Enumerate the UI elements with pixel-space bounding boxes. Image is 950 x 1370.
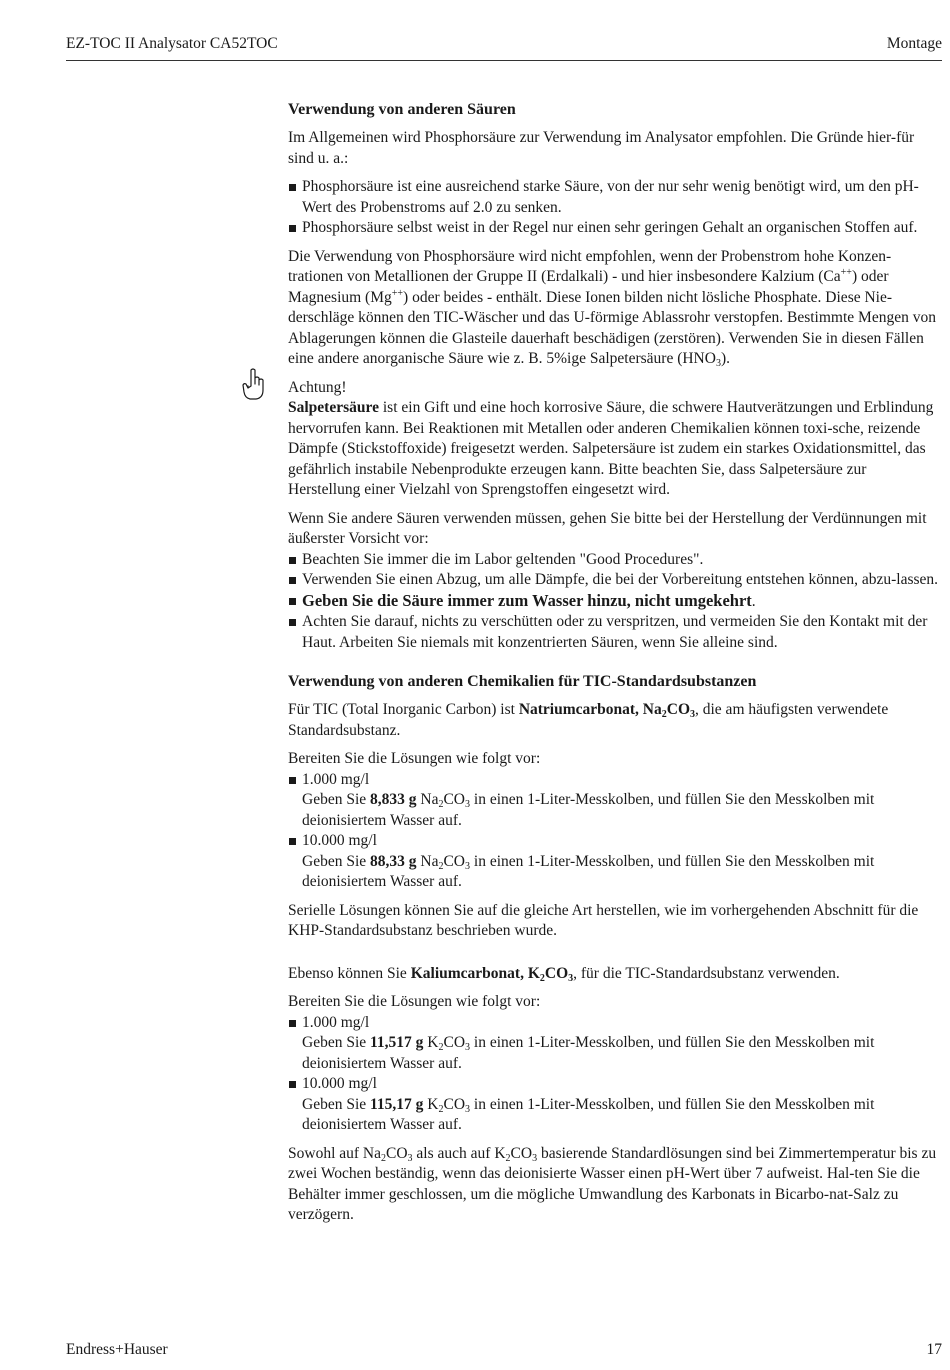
page-footer [66,1340,942,1361]
list-item: 1.000 mg/l Geben Sie 8,833 g $Na_2CO_3$ in einen 1-Liter-Messkolben, und füllen Sie den Messkolben mit deionisiertem Wasser auf. [288,770,940,832]
footer-brand: Endress+Hauser [66,1341,168,1358]
list-item: Geben Sie die Säure immer zum Wasser hinzu, nicht umgekehrt. [288,591,940,613]
list-item: 1.000 mg/l Geben Sie 11,517 g $K_2CO_3$ in einen 1-Liter-Messkolben, und füllen Sie den Messkolben mit deionisiertem Wasser auf. [288,1013,940,1075]
precautions-list [288,550,940,654]
phosphoric-warning-paragraph: Die Verwendung von Phosphorsäure wird nicht empfohlen, wenn der Probenstrom hohe Konzen-trationen von Metallionen der Gruppe II (Erdalkali) - und hier insbesondere Kalzium (Ca++) oder Magnesium (Mg++) oder beides - enthält. Diese Ionen bilden nicht lösliche Phosphate. Diese Nie-derschläge können den TIC-Wäscher und das U-förmige Ablassrohr verstopfen. Bestimmte Mengen von Ablagerungen können die Glasteile dauerhaft beschädigen (zerstören). Verwenden Sie in diesen Fällen eine andere anorganische Säure wie z. B. 5%ige Salpetersäure $(HNO_3)$. [288,247,936,369]
list-item: Verwenden Sie einen Abzug, um alle Dämpfe, die bei der Vorbereitung entstehen können, abzu-lassen. [288,570,940,591]
other-acids-intro: Wenn Sie andere Säuren verwenden müssen, gehen Sie bitte bei der Herstellung der Verdünnungen mit äußerster Vorsicht vor: [288,509,927,547]
potassium-carbonate-intro: Ebenso können Sie Kaliumcarbonat, $K_2CO_3$, für die TIC-Standardsubstanz verwenden. [288,964,840,984]
caution-note [288,378,940,501]
list-item: 10.000 mg/l Geben Sie 115,17 g $K_2CO_3$ in einen 1-Liter-Messkolben, und füllen Sie den Messkolben mit deionisiertem Wasser auf. [288,1074,940,1136]
section-title-other-acids: Verwendung von anderen Säuren [288,101,516,118]
reasons-list [288,177,940,239]
list-item: Beachten Sie immer die im Labor geltenden "Good Procedures". [288,550,940,571]
prep-label: Bereiten Sie die Lösungen wie folgt vor: [288,750,541,767]
list-item: Phosphorsäure ist eine ausreichend starke Säure, von der nur sehr wenig benötigt wird, um den pH-Wert des Probenstroms auf 2.0 zu senken. [288,177,940,218]
sodium-carbonate-intro: Für TIC (Total Inorganic Carbon) ist Natriumcarbonat, $Na_2CO_3$, die am häufigsten verwendete Standardsubstanz. [288,701,889,739]
prep-label: Bereiten Sie die Lösungen wie folgt vor: [288,993,541,1010]
header-section: Montage [886,35,942,52]
list-item: Achten Sie darauf, nichts zu verschütten oder zu verspritzen, und vermeiden Sie den Kontakt mit der Haut. Arbeiten Sie niemals mit konzentrierten Säuren, wenn Sie alleine sind. [288,612,940,653]
intro-paragraph: Im Allgemeinen wird Phosphorsäure zur Verwendung im Analysator empfohlen. Die Gründe hier-für sind u. a.: [288,129,915,167]
caution-text: Salpetersäure ist ein Gift und eine hoch korrosive Säure, die schwere Hautverätzungen und Erblindung hervorrufen kann. Bei Reaktionen mit Metallen oder anderen Chemikalien können toxi-sche, reizende Dämpfe (Stickstoffoxide) freigesetzt werden. Salpetersäure ist zudem ein starkes Oxidationsmittel, das gefährlich instabile Nebenprodukte erzeugen kann. Bitte beachten Sie, dass Salpetersäure zur Herstellung einer Vielzahl von Sprengstoffen eingesetzt wird. [288,399,934,498]
list-item: 10.000 mg/l Geben Sie 88,33 g $Na_2CO_3$ in einen 1-Liter-Messkolben, und füllen Sie den Messkolben mit deionisiertem Wasser auf. [288,831,940,893]
stability-paragraph: Sowohl auf $Na_2CO_3$ als auch auf $K_2CO_3$ basierende Standardlösungen sind bei Zimmertemperatur bis zu zwei Wochen beständig, wenn das deionisierte Wasser einen pH-Wert über 7 aufweist. Hal-ten Sie die Behälter immer geschlossen, um die mögliche Umwandlung des Karbonats in Bicarbo-nat-Salz zu verzögern. [288,1144,937,1223]
pointing-hand-icon [242,368,266,402]
sodium-solutions-list [288,770,940,893]
caution-title: Achtung! [288,378,347,396]
header-doc-title: EZ-TOC II Analysator CA52TOC [66,35,278,52]
potassium-solutions-list [288,1013,940,1136]
list-item: Phosphorsäure selbst weist in der Regel nur einen sehr geringen Gehalt an organischen Stoffen auf. [288,218,940,239]
main-content [288,99,940,1234]
section-title-tic-standards: Verwendung von anderen Chemikalien für TIC-Standardsubstanzen [288,673,757,690]
page-number: 17 [926,1341,942,1358]
page-header [66,34,942,61]
serial-solutions-paragraph: Serielle Lösungen können Sie auf die gleiche Art herstellen, wie im vorhergehenden Abschnitt für die KHP-Standardsubstanz beschrieben wurde. [288,901,919,939]
caution-bold-term: Salpetersäure [288,399,379,416]
